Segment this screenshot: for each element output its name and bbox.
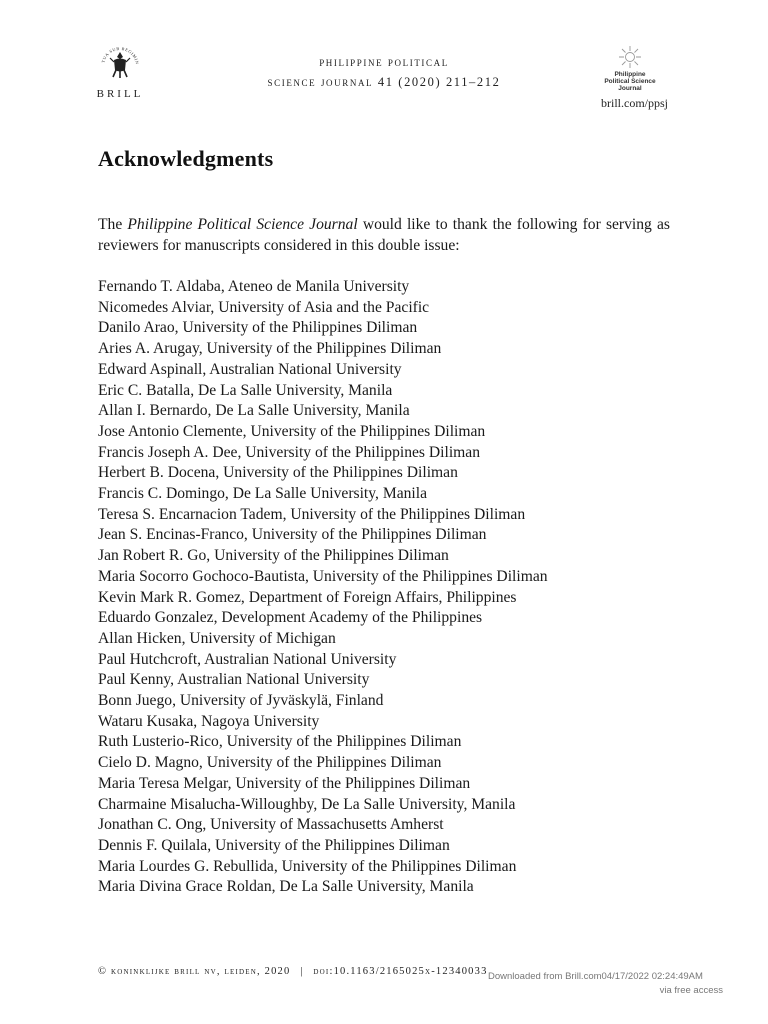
reviewer-item: Kevin Mark R. Gomez, Department of Foreign Affairs, Philippines — [98, 588, 517, 606]
reviewer-item: Allan Hicken, University of Michigan — [98, 629, 336, 647]
brill-seal-icon — [100, 44, 140, 84]
footer-separator: | — [300, 966, 304, 977]
download-stamp: Downloaded from Brill.com04/17/2022 02:24:49AM — [488, 971, 703, 982]
journal-url-link[interactable]: brill.com/ppsj — [601, 96, 668, 110]
journal-logo — [592, 44, 668, 92]
intro-prefix: The — [98, 216, 128, 233]
reviewer-item: Jose Antonio Clemente, University of the Philippines Diliman — [98, 422, 486, 440]
reviewer-item: Teresa S. Encarnacion Tadem, University of the Philippines Diliman — [98, 505, 526, 523]
copyright-symbol: © — [98, 966, 108, 977]
reviewer-item: Jan Robert R. Go, University of the Philippines Diliman — [98, 547, 449, 565]
journal-logo-line2: Political Science — [604, 78, 656, 85]
access-note: via free access — [659, 985, 723, 996]
reviewer-item: Francis C. Domingo, De La Salle University, Manila — [98, 485, 427, 503]
journal-header-line2: science journal 41 (2020) 211–212 — [267, 75, 501, 89]
reviewer-item: Maria Socorro Gochoco-Bautista, University of the Philippines Diliman — [98, 567, 548, 585]
reviewer-item: Maria Divina Grace Roldan, De La Salle University, Manila — [98, 878, 474, 896]
reviewer-item: Eric C. Batalla, De La Salle University, Manila — [98, 381, 393, 399]
brill-logo — [96, 44, 144, 110]
reviewer-item: Herbert B. Docena, University of the Philippines Diliman — [98, 464, 458, 482]
brill-seal-motto: TUA SUB REGIMIN — [100, 45, 140, 65]
journal-logo-line3: Journal — [618, 85, 642, 92]
page-title: Acknowledgments — [98, 146, 274, 171]
reviewer-item: Paul Kenny, Australian National University — [98, 671, 370, 689]
reviewer-item: Charmaine Misalucha-Willoughby, De La Salle University, Manila — [98, 795, 516, 813]
journal-header-line1: philippine political — [319, 55, 449, 69]
publisher-name: BRILL — [96, 88, 144, 100]
journal-logo-name — [592, 71, 668, 92]
reviewer-item: Danilo Arao, University of the Philippines Diliman — [98, 319, 418, 337]
reviewer-item: Fernando T. Aldaba, Ateneo de Manila University — [98, 278, 410, 295]
reviewer-item: Jean S. Encinas-Franco, University of the Philippines Diliman — [98, 526, 487, 544]
reviewer-item: Nicomedes Alviar, University of Asia and the Pacific — [98, 298, 430, 316]
intro-suffix: would like to thank the following for serving as reviewers for manuscripts considered in this double issue: — [98, 216, 670, 254]
journal-logo-line1: Philippine — [614, 71, 646, 78]
reviewer-list — [98, 277, 548, 898]
intro-journal-name: Philippine Political Science Journal — [127, 216, 358, 233]
reviewer-item: Bonn Juego, University of Jyväskylä, Finland — [98, 692, 384, 710]
intro-paragraph — [98, 214, 670, 256]
sun-emblem-icon — [617, 44, 643, 70]
reviewer-item: Francis Joseph A. Dee, University of the Philippines Diliman — [98, 443, 481, 461]
reviewer-item: Allan I. Bernardo, De La Salle University, Manila — [98, 402, 410, 420]
doi-link[interactable]: doi:10.1163/2165025x-12340033 — [313, 966, 488, 977]
reviewer-item: Cielo D. Magno, University of the Philippines Diliman — [98, 754, 442, 772]
reviewer-item: Edward Aspinall, Australian National University — [98, 360, 402, 378]
copyright-text: koninklijke brill nv, leiden, 2020 — [111, 966, 291, 977]
reviewer-item: Jonathan C. Ong, University of Massachusetts Amherst — [98, 816, 444, 834]
reviewer-item: Maria Teresa Melgar, University of the Philippines Diliman — [98, 774, 471, 792]
reviewer-item: Paul Hutchcroft, Australian National University — [98, 650, 397, 668]
reviewer-item: Dennis F. Quilala, University of the Philippines Diliman — [98, 836, 450, 854]
reviewer-item: Wataru Kusaka, Nagoya University — [98, 712, 320, 730]
reviewer-item: Ruth Lusterio-Rico, University of the Philippines Diliman — [98, 733, 462, 751]
journal-header — [234, 52, 534, 92]
page-footer — [98, 966, 488, 977]
reviewer-item: Aries A. Arugay, University of the Philippines Diliman — [98, 340, 442, 358]
reviewer-item: Eduardo Gonzalez, Development Academy of the Philippines — [98, 609, 483, 627]
reviewer-item: Maria Lourdes G. Rebullida, University of the Philippines Diliman — [98, 857, 517, 875]
